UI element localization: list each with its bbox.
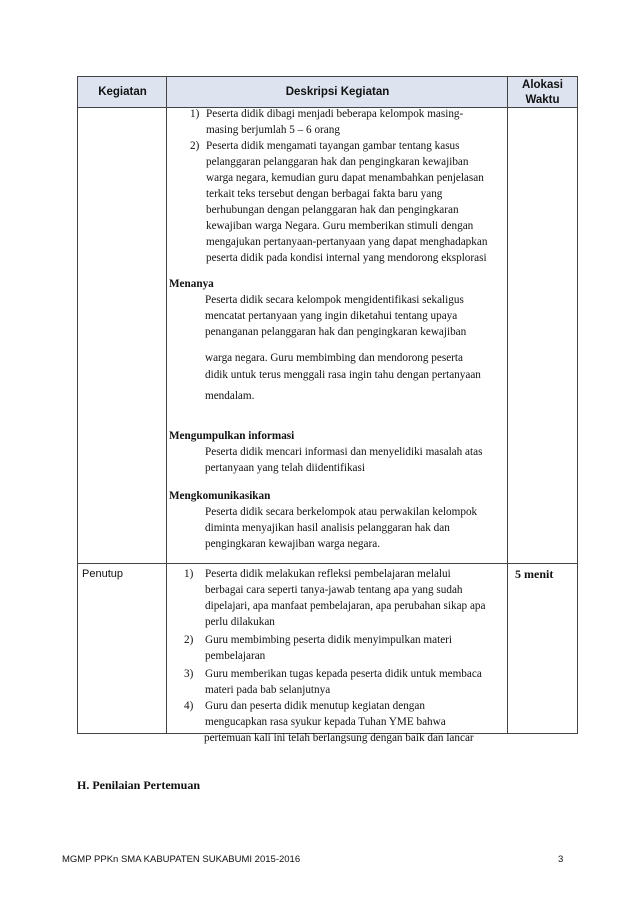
column-divider bbox=[507, 77, 508, 733]
paragraph-line: didik untuk terus menggali rasa ingin tahu dengan pertanyaan bbox=[205, 369, 481, 381]
header-alokasi-line1: Alokasi bbox=[522, 78, 563, 91]
list-item-text: Peserta didik mengamati tayangan gambar tentang kasus bbox=[206, 140, 460, 152]
list-item-text: Guru memberikan tugas kepada peserta didik untuk membaca bbox=[205, 668, 482, 680]
column-divider bbox=[166, 77, 167, 733]
lesson-activity-table bbox=[77, 76, 578, 734]
list-item-text: materi pada bab selanjutnya bbox=[205, 684, 331, 696]
list-number: 2) bbox=[184, 634, 194, 646]
paragraph-line: penanganan pelanggaran hak dan pengingkaran kewajiban bbox=[205, 326, 467, 338]
page-number: 3 bbox=[558, 854, 564, 865]
paragraph-line: mendalam. bbox=[205, 390, 255, 402]
subheading-menanya: Menanya bbox=[169, 278, 214, 290]
list-number: 1) bbox=[190, 108, 200, 120]
list-item-text: berhubungan dengan pelanggaran hak dan pengingkaran bbox=[206, 204, 459, 216]
list-item-text: dipelajari, apa manfaat pembelajaran, apa perubahan sikap apa bbox=[205, 600, 486, 612]
header-alokasi-waktu bbox=[508, 77, 577, 108]
paragraph-line: Peserta didik secara berkelompok atau perwakilan kelompok bbox=[205, 506, 478, 518]
list-item-text: peserta didik pada kondisi internal yang mendorong eksplorasi bbox=[206, 252, 487, 264]
paragraph-line: pengingkaran kewajiban warga negara. bbox=[205, 538, 380, 550]
section-heading-penilaian: H. Penilaian Pertemuan bbox=[77, 778, 200, 792]
list-item-text: pertemuan kali ini telah berlangsung dengan baik dan lancar bbox=[204, 732, 474, 744]
paragraph-line: pertanyaan yang telah diidentifikasi bbox=[205, 462, 365, 474]
row-label-penutup: Penutup bbox=[82, 568, 123, 580]
page-footer: MGMP PPKn SMA KABUPATEN SUKABUMI 2015-2016 bbox=[62, 854, 301, 865]
list-number: 3) bbox=[184, 668, 194, 680]
list-item-text: terkait teks tersebut dengan berbagai fakta baru yang bbox=[206, 188, 443, 200]
list-item-text: pembelajaran bbox=[205, 650, 266, 662]
paragraph-line: Peserta didik secara kelompok mengidentifikasi sekaligus bbox=[205, 294, 464, 306]
list-number: 4) bbox=[184, 700, 194, 712]
subheading-mengumpulkan-informasi: Mengumpulkan informasi bbox=[169, 430, 295, 442]
list-item-text: Guru membimbing peserta didik menyimpulkan materi bbox=[205, 634, 453, 646]
paragraph-line: warga negara. Guru membimbing dan mendorong peserta bbox=[205, 352, 463, 364]
time-allocation-penutup: 5 menit bbox=[515, 567, 554, 581]
list-item-text: warga negara, kemudian guru dapat menambahkan penjelasan bbox=[206, 172, 484, 184]
list-item-text: Guru dan peserta didik menutup kegiatan dengan bbox=[205, 700, 425, 712]
list-item-text: perlu dilakukan bbox=[205, 616, 275, 628]
list-item-text: berbagai cara seperti tanya-jawab tentang apa yang sudah bbox=[205, 584, 463, 596]
header-alokasi-line2: Waktu bbox=[525, 93, 560, 106]
list-item-text: pelanggaran pelanggaran hak dan pengingkaran kewajiban bbox=[206, 156, 469, 168]
header-kegiatan: Kegiatan bbox=[78, 77, 167, 108]
paragraph-line: mencatat pertanyaan yang ingin diketahui tentang upaya bbox=[205, 310, 458, 322]
list-item-text: Peserta didik dibagi menjadi beberapa kelompok masing- bbox=[206, 108, 464, 120]
list-item-text: mengucapkan rasa syukur kepada Tuhan YME bahwa bbox=[205, 716, 446, 728]
list-number: 2) bbox=[190, 140, 200, 152]
header-deskripsi: Deskripsi Kegiatan bbox=[167, 77, 508, 108]
list-item-text: Peserta didik melakukan refleksi pembelajaran melalui bbox=[205, 568, 451, 580]
paragraph-line: Peserta didik mencari informasi dan menyelidiki masalah atas bbox=[205, 446, 483, 458]
list-number: 1) bbox=[184, 568, 194, 580]
list-item-text: mengajukan pertanyaan-pertanyaan yang dapat menghadapkan bbox=[206, 236, 488, 248]
row-divider bbox=[78, 563, 577, 564]
paragraph-line: diminta menyajikan hasil analisis pelanggaran hak dan bbox=[205, 522, 450, 534]
list-item-text: kewajiban warga Negara. Guru memberikan stimuli dengan bbox=[206, 220, 474, 232]
list-item-text: masing berjumlah 5 – 6 orang bbox=[206, 124, 340, 136]
subheading-mengkomunikasikan: Mengkomunikasikan bbox=[169, 490, 271, 502]
